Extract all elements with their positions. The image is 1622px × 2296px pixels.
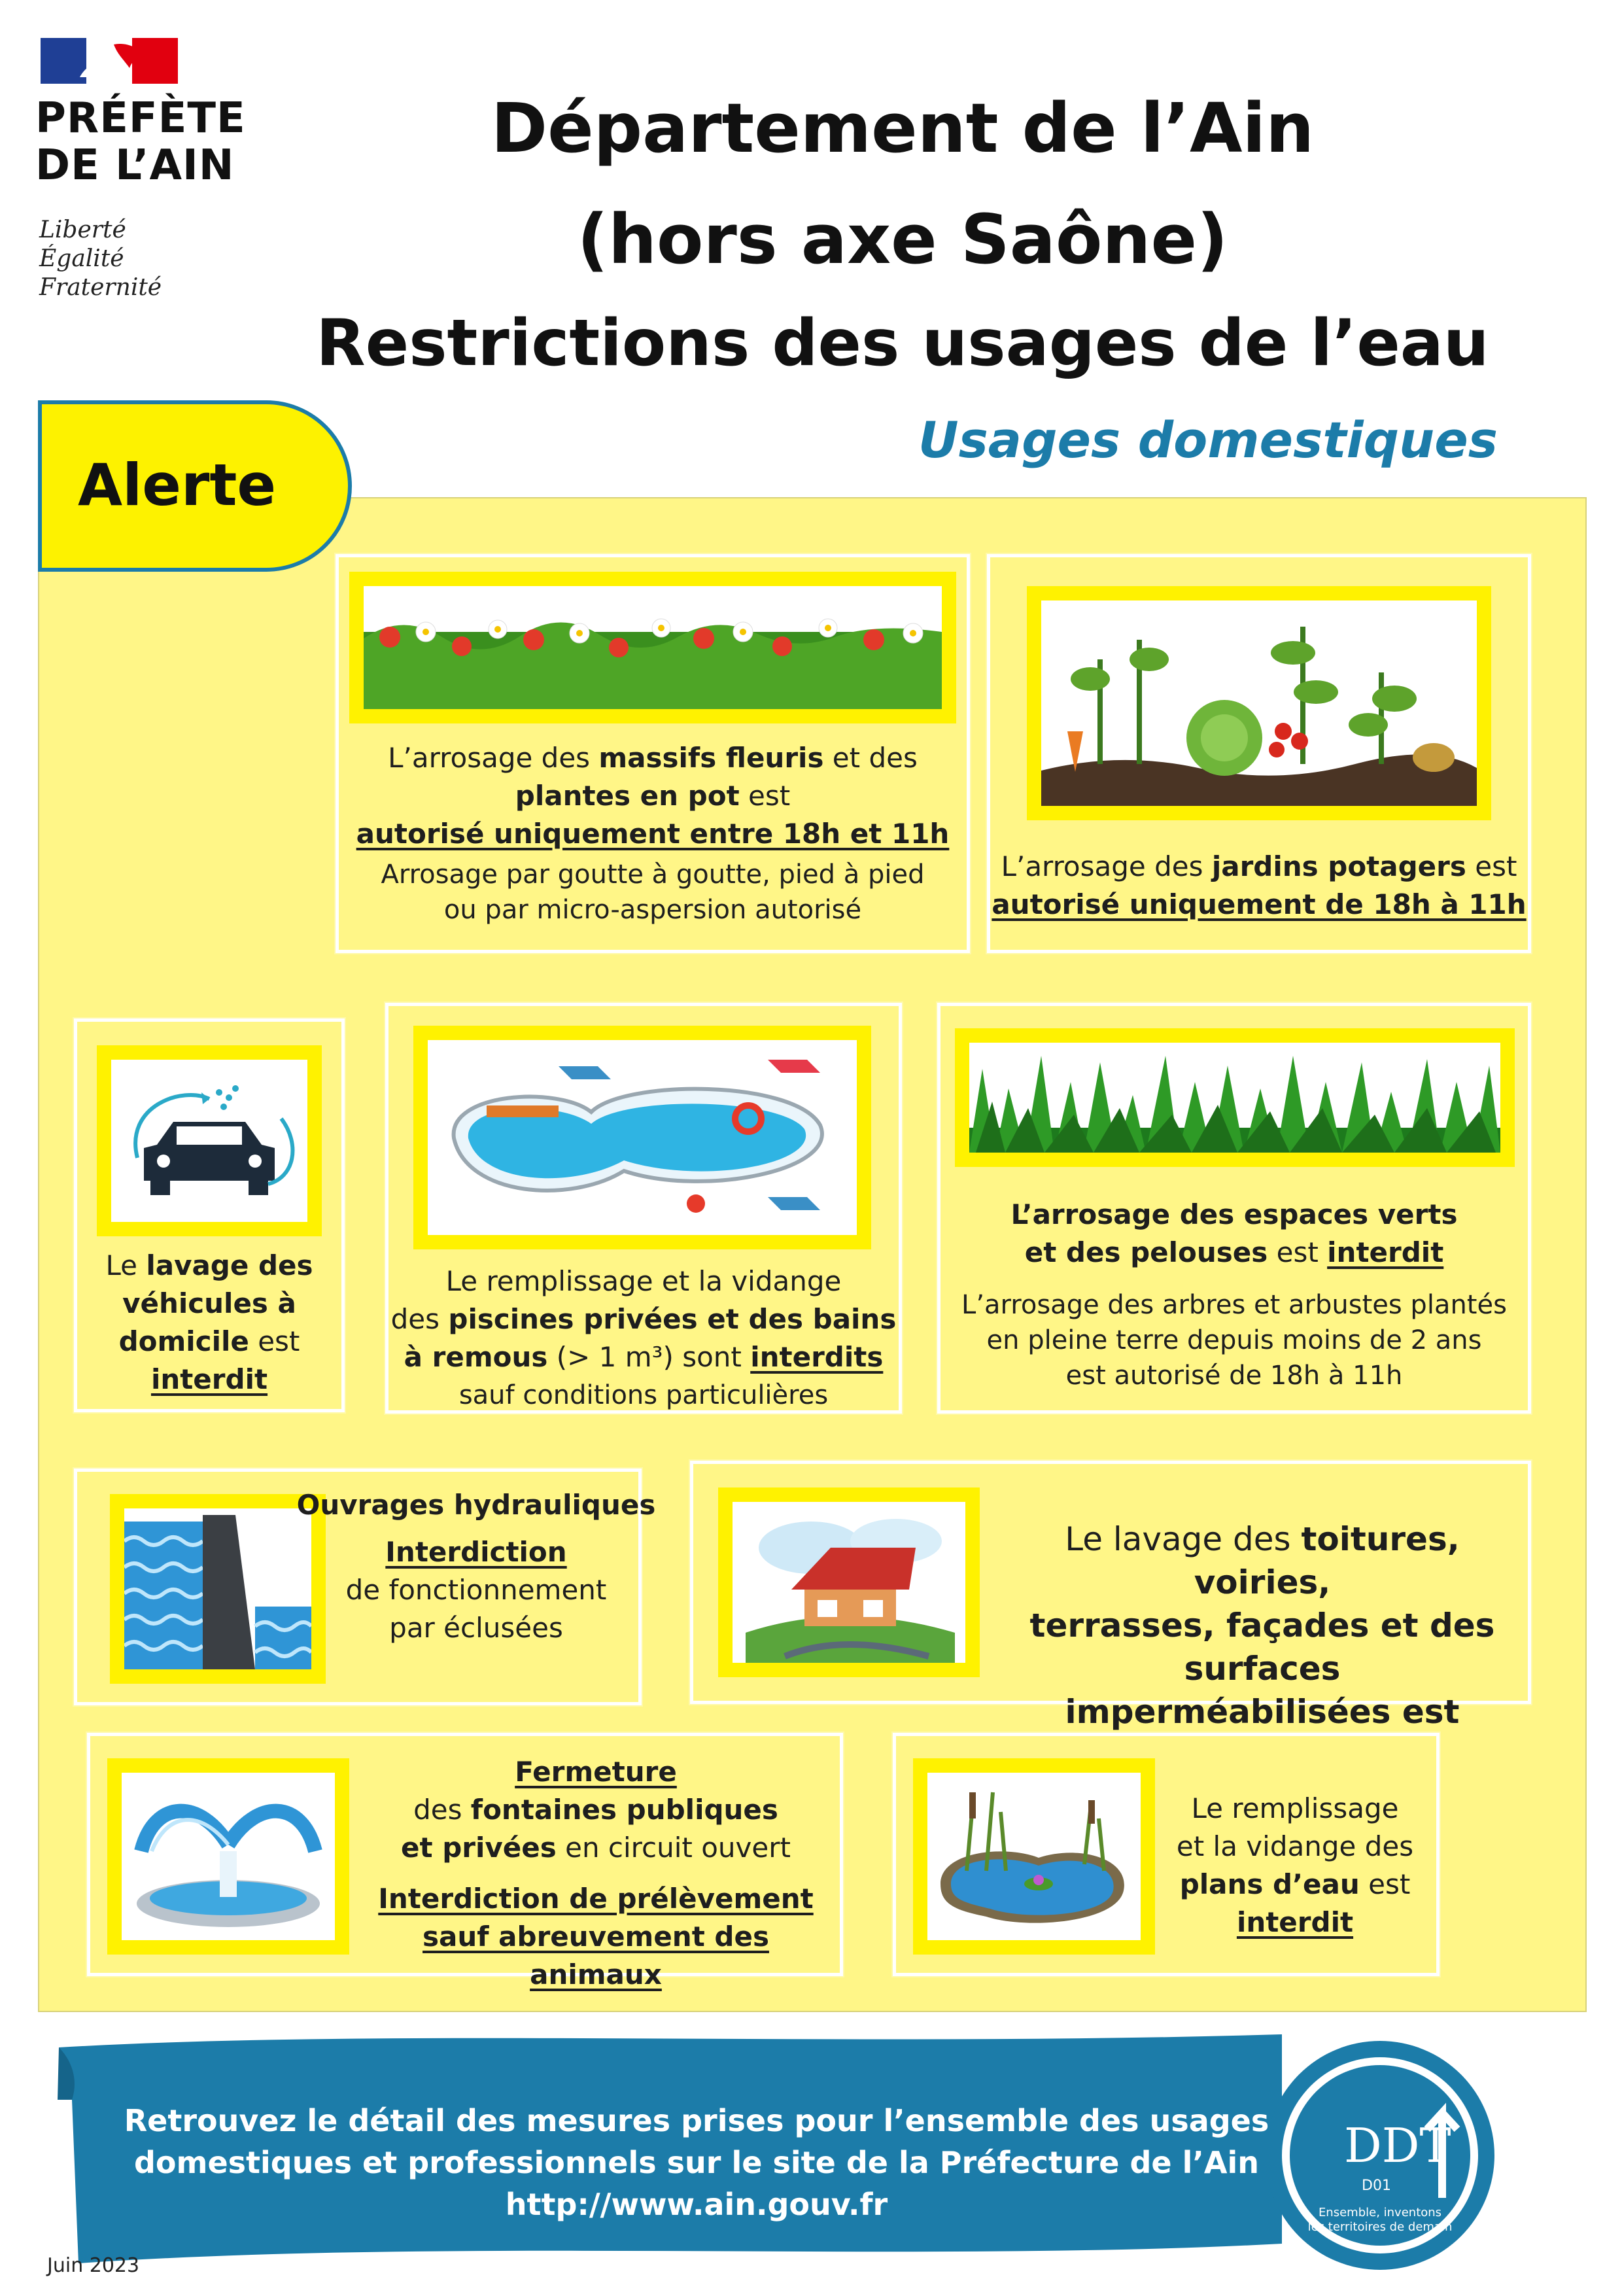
- ponds-rule: interdit: [1236, 1906, 1354, 1938]
- pond-text-p1: est: [1359, 1868, 1411, 1900]
- footer-line-2: domestiques et professionnels sur le site de la Préfecture de l’Ain: [133, 2145, 1259, 2180]
- page-title-line-3: Restrictions des usages de l’eau: [316, 306, 1489, 381]
- card-private-pools: [388, 1006, 899, 1410]
- fountain-illustration: [107, 1758, 349, 1955]
- flower-text-p2: et des: [823, 742, 918, 774]
- car-wash-icon: [111, 1060, 307, 1222]
- card-green-spaces: [940, 1006, 1528, 1410]
- flower-note-line-1: Arrosage par goutte à goutte, pied à pied: [381, 860, 925, 890]
- hydraulic-line-2: par éclusées: [389, 1612, 563, 1644]
- pool-text-p1: des: [390, 1303, 449, 1335]
- fountain-text-b1: fontaines publiques: [470, 1794, 778, 1826]
- vegetable-garden-text: [990, 848, 1528, 924]
- pool-illustration: [413, 1026, 871, 1249]
- house-icon: [733, 1502, 965, 1663]
- prefecture-line-1: PRÉFÈTE: [35, 94, 246, 143]
- pool-rule: interdits: [750, 1341, 884, 1373]
- fountain-text-p2: en circuit ouvert: [556, 1832, 791, 1864]
- green-spaces-rule: interdit: [1327, 1236, 1444, 1268]
- car-text-b2: véhicules à: [122, 1287, 296, 1319]
- grass-icon: [969, 1043, 1500, 1153]
- hydraulic-line-1: de fonctionnement: [345, 1574, 607, 1606]
- lawn-text-p1: est: [1268, 1236, 1328, 1268]
- card-car-washing: [77, 1022, 341, 1409]
- pool-text-b2: à remous: [404, 1341, 548, 1373]
- lawn-text-b2: et des pelouses: [1024, 1236, 1268, 1268]
- pond-text-line-1: Le remplissage: [1191, 1792, 1399, 1824]
- fountain-rule-2a: Interdiction de prélèvement: [378, 1883, 814, 1915]
- roof-text-b2: terrasses, façades et des surfaces: [1029, 1607, 1495, 1688]
- pond-text-b1: plans d’eau: [1179, 1868, 1360, 1900]
- car-text-b1: lavage des: [146, 1249, 313, 1281]
- car-washing-rule: interdit: [150, 1363, 268, 1395]
- card-ponds: [896, 1736, 1436, 1973]
- car-washing-text: [77, 1247, 341, 1399]
- fountain-rule-2b: sauf abreuvement des animaux: [423, 1921, 769, 1991]
- page-title-line-2: (hors axe Saône): [577, 200, 1228, 279]
- grass-illustration: [955, 1028, 1515, 1167]
- flower-text-b1: massifs fleuris: [598, 742, 824, 774]
- car-text-p1: Le: [105, 1249, 147, 1281]
- pond-text-line-2: et la vidange des: [1176, 1830, 1414, 1862]
- pool-text-line-4: sauf conditions particulières: [458, 1380, 829, 1410]
- card-vegetable-garden: [990, 557, 1528, 950]
- page-title-line-1: Département de l’Ain: [491, 88, 1315, 168]
- ddt-tagline-2: les territoires de demain: [1307, 2220, 1453, 2234]
- flowers-illustration: [349, 572, 956, 723]
- footer-line-1: Retrouvez le détail des mesures prises pour l’ensemble des usages: [124, 2103, 1269, 2138]
- swimming-pool-icon: [428, 1040, 857, 1235]
- pool-text-p2: (> 1 m³) sont: [547, 1341, 751, 1373]
- flower-text-p1: L’arrosage des: [388, 742, 599, 774]
- car-text-p2: est: [249, 1325, 300, 1357]
- house-illustration: [718, 1487, 980, 1677]
- page-subtitle: Usages domestiques: [918, 411, 1498, 469]
- motto-egalite: Égalité: [39, 245, 124, 272]
- vegetable-garden-icon: [1041, 600, 1477, 806]
- footer-message: [59, 2100, 1334, 2225]
- card-flower-watering: [339, 557, 967, 950]
- flower-watering-text: [339, 739, 967, 853]
- pond-illustration: [913, 1758, 1155, 1955]
- prefecture-name: [35, 95, 246, 189]
- footer-website-link[interactable]: http://www.ain.gouv.fr: [505, 2187, 888, 2222]
- flower-text-b2: plantes en pot: [515, 780, 740, 812]
- prefecture-line-2: DE L’AIN: [35, 141, 235, 190]
- alert-level-label: Alerte: [78, 451, 277, 519]
- fountain-text-p1: des: [413, 1794, 471, 1826]
- veg-text-p1: L’arrosage des: [1001, 850, 1212, 882]
- republic-motto: [39, 216, 162, 302]
- lawn-note-line-2: en pleine terre depuis moins de 2 ans: [986, 1325, 1482, 1355]
- green-spaces-text: [940, 1196, 1528, 1272]
- vegetables-illustration: [1027, 586, 1491, 820]
- pond-icon: [927, 1773, 1141, 1940]
- lawn-note-line-3: est autorisé de 18h à 11h: [1065, 1361, 1403, 1391]
- roof-text-b3: imperméabilisées est: [1065, 1693, 1460, 1731]
- veg-text-b1: jardins potagers: [1211, 850, 1466, 882]
- pool-text-line-1: Le remplissage et la vidange: [445, 1265, 842, 1297]
- motto-liberte: Liberté: [39, 217, 126, 243]
- hydraulic-title: Ouvrages hydrauliques: [296, 1489, 656, 1521]
- green-spaces-note: [940, 1287, 1528, 1393]
- flower-watering-note: [339, 857, 967, 928]
- hydraulic-rule: Interdiction: [385, 1536, 567, 1568]
- car-text-b3: domicile: [118, 1325, 249, 1357]
- vegetable-garden-rule: autorisé uniquement de 18h à 11h: [992, 888, 1527, 920]
- pool-text: [388, 1262, 899, 1414]
- ponds-text: [1158, 1790, 1432, 1941]
- roof-text-b1: toitures, voiries,: [1194, 1520, 1460, 1601]
- dam-icon: [124, 1508, 311, 1669]
- lawn-note-line-1: L’arrosage des arbres et arbustes plantés: [961, 1290, 1507, 1320]
- roof-text-p1: Le lavage des: [1065, 1520, 1302, 1558]
- card-roof-washing: [693, 1464, 1528, 1731]
- ddt-logo-sub: D01: [1362, 2178, 1391, 2194]
- card-hydraulic-works: [77, 1472, 656, 1702]
- ddt-logo-text: DDT: [1344, 2118, 1451, 2173]
- flower-watering-rule: autorisé uniquement entre 18h et 11h: [356, 818, 950, 850]
- pool-text-b1: piscines privées et des bains: [448, 1303, 897, 1335]
- fountain-icon: [122, 1773, 335, 1940]
- ddt-tagline-1: Ensemble, inventons: [1318, 2206, 1442, 2219]
- alert-level-badge: [38, 400, 352, 572]
- motto-fraternite: Fraternité: [39, 274, 162, 301]
- flower-text-p3: est: [739, 780, 791, 812]
- card-fountains: [90, 1736, 840, 1991]
- car-wash-illustration: [97, 1045, 322, 1236]
- fountains-text: [352, 1753, 840, 1994]
- fountain-text-b2: et privées: [401, 1832, 557, 1864]
- hydraulic-works-text: [293, 1486, 659, 1647]
- lawn-text-b1: L’arrosage des espaces verts: [1010, 1198, 1458, 1230]
- flower-note-line-2: ou par micro-aspersion autorisé: [443, 895, 862, 925]
- veg-text-p2: est: [1466, 850, 1517, 882]
- marianne-logo: [41, 38, 178, 84]
- flowerbed-icon: [364, 586, 942, 709]
- publication-date: Juin 2023: [47, 2254, 140, 2277]
- fountain-rule: Fermeture: [515, 1756, 677, 1788]
